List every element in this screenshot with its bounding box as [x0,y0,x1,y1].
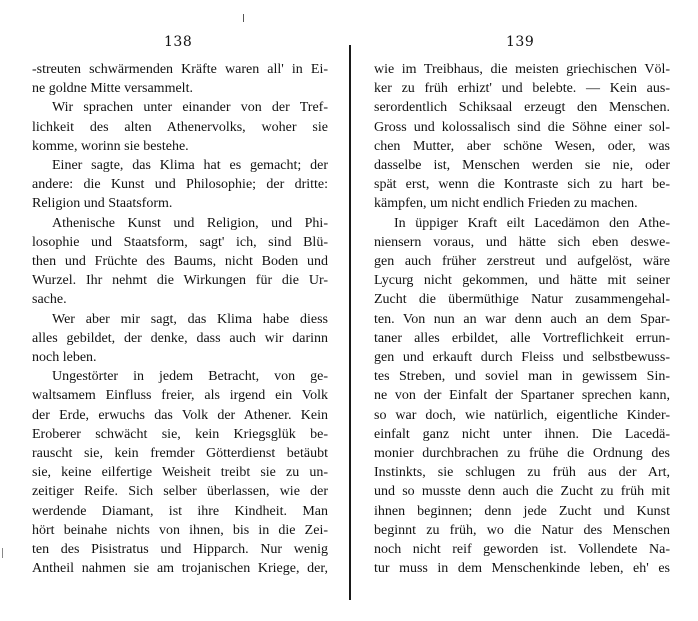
text-line: Ungestörter in jedem Betracht, von ge- [52,369,328,385]
text-line: Wir sprachen unter einander von der Tref- [52,100,328,116]
text-line: der Erde, erwuchs das Volk der Athener. Kein [32,407,328,423]
text-line: wie im Treibhaus, die meisten griechischen Völ- [374,62,670,77]
text-line: Eroberer schwächt sie, kein Kriegsglük be- [32,426,328,442]
text-line: -streuten schwärmenden Kräfte waren all' in Ei- [32,62,328,77]
text-line: zeitiger Reife. Sich selber überlassen, wie der [32,484,328,500]
text-line: noch leben. [32,350,97,366]
text-line: waltsamem Einfluss freier, als irgend ein Volk [32,388,328,404]
text-line: losophie und Staatsform, sagt' ich, sind Blü- [32,234,328,250]
text-line: gen und erkauft durch Fleiss und selbstbewuss- [374,350,670,366]
text-line: Wer aber mir sagt, das Klima habe diess [52,311,328,327]
text-line: Gross und kolossalisch sind die Söhne einer sol- [374,119,670,135]
page-number: 139 [506,34,535,50]
text-line: ne goldne Mitte versammelt. [32,81,193,97]
text-line: andere: die Kunst und Philosophie; der dritte: [32,177,328,193]
text-line: tur muss in dem Menschenkinde leben, eh' es [374,561,670,577]
text-line: lichkeit des alten Athenervolks, woher sie [32,119,328,135]
page-number: 138 [164,34,193,50]
text-line: sache. [32,292,67,308]
text-line: ten. Von nun an war denn auch an dem Spar- [374,311,670,327]
text-line: Religion und Staatsform. [32,196,173,212]
text-line: dasselbe ist, Menschen werden sie nie, oder [374,158,670,174]
text-line: und so musste denn auch die Zucht zu früh mit [374,484,670,500]
text-line: alles gebildet, der denke, dass auch wir darinn [32,330,328,346]
page-body [374,60,670,578]
text-line: Instinkts, sie schlugen zu früh aus der Art, [374,465,670,481]
text-line: tes Streben, und soviel man in gewissem Sin- [374,369,670,385]
text-line: spät erst, wenn die Kontraste sich zu hart be- [374,177,670,193]
text-line: taner alles erbildet, alle Vortreflichkeit errun- [374,330,670,346]
text-line: ker zu früh erhizt' und belebte. — Kein aus- [374,81,670,97]
text-line: sie, keine eilfertige Weisheit treibt sie zu un- [32,465,328,481]
text-line: chen Mutter, aber schöne Wesen, oder, was [374,138,670,154]
right-page [356,0,698,621]
text-line: Wurzel. Ihr nehmt die Wirkungen für die Ur- [32,273,328,289]
text-line: kämpfen, um nicht endlich Frieden zu machen. [374,196,638,212]
text-line: gen auch früher zerstreut und aufgelöst, wäre [374,254,670,270]
left-page [0,0,345,621]
text-line: Antheil nahmen sie am trojanischen Kriege, der, [32,561,328,577]
text-line: komme, worinn sie bestehe. [32,138,189,154]
text-line: einfalt ganz nicht unter ihnen. Die Lacedä- [374,426,670,442]
text-line: serordentlich Schiksaal erzeugt den Menschen. [374,100,670,116]
text-line: beginnt zu früh, wo die Natur des Menschen [374,522,670,538]
text-line: noch nicht reif geworden ist. Vollendete Na- [374,542,670,558]
text-line: Einer sagte, das Klima hat es gemacht; der [52,158,328,174]
text-line: Lycurg nicht gekommen, und hätte mit seiner [374,273,670,289]
text-line: rauscht sie, kein fremder Götterdienst betäubt [32,446,328,462]
text-line: hört beinahe nichts von ihnen, bis in die Zei- [32,522,328,538]
text-line: so war doch, wie natürlich, eigentliche Kinder- [374,407,670,423]
page-body [32,60,328,578]
text-line: niensern voraus, und hätte sich eben deswe- [374,234,670,250]
text-line: monier durchbrachen zu frühe die Ordnung des [374,446,670,462]
text-line: Zucht die übermüthige Natur zusammengehal- [374,292,670,308]
text-line: then und Früchte des Baums, nicht Boden und [32,254,328,270]
text-line: ten des Pisistratus und Hipparch. Nur wenig [32,542,328,558]
text-line: ne von der Einfalt der Spartaner sprechen kann, [374,388,670,404]
text-line: werdende Diamant, ist ihre Kindheit. Man [32,503,328,519]
text-line: Athenische Kunst und Religion, und Phi- [52,215,328,231]
text-line: ihnen beginnen; denn jede Zucht und Kunst [374,503,670,519]
book-gutter [349,45,351,600]
text-line: In üppiger Kraft eilt Lacedämon den Athe- [394,215,670,231]
